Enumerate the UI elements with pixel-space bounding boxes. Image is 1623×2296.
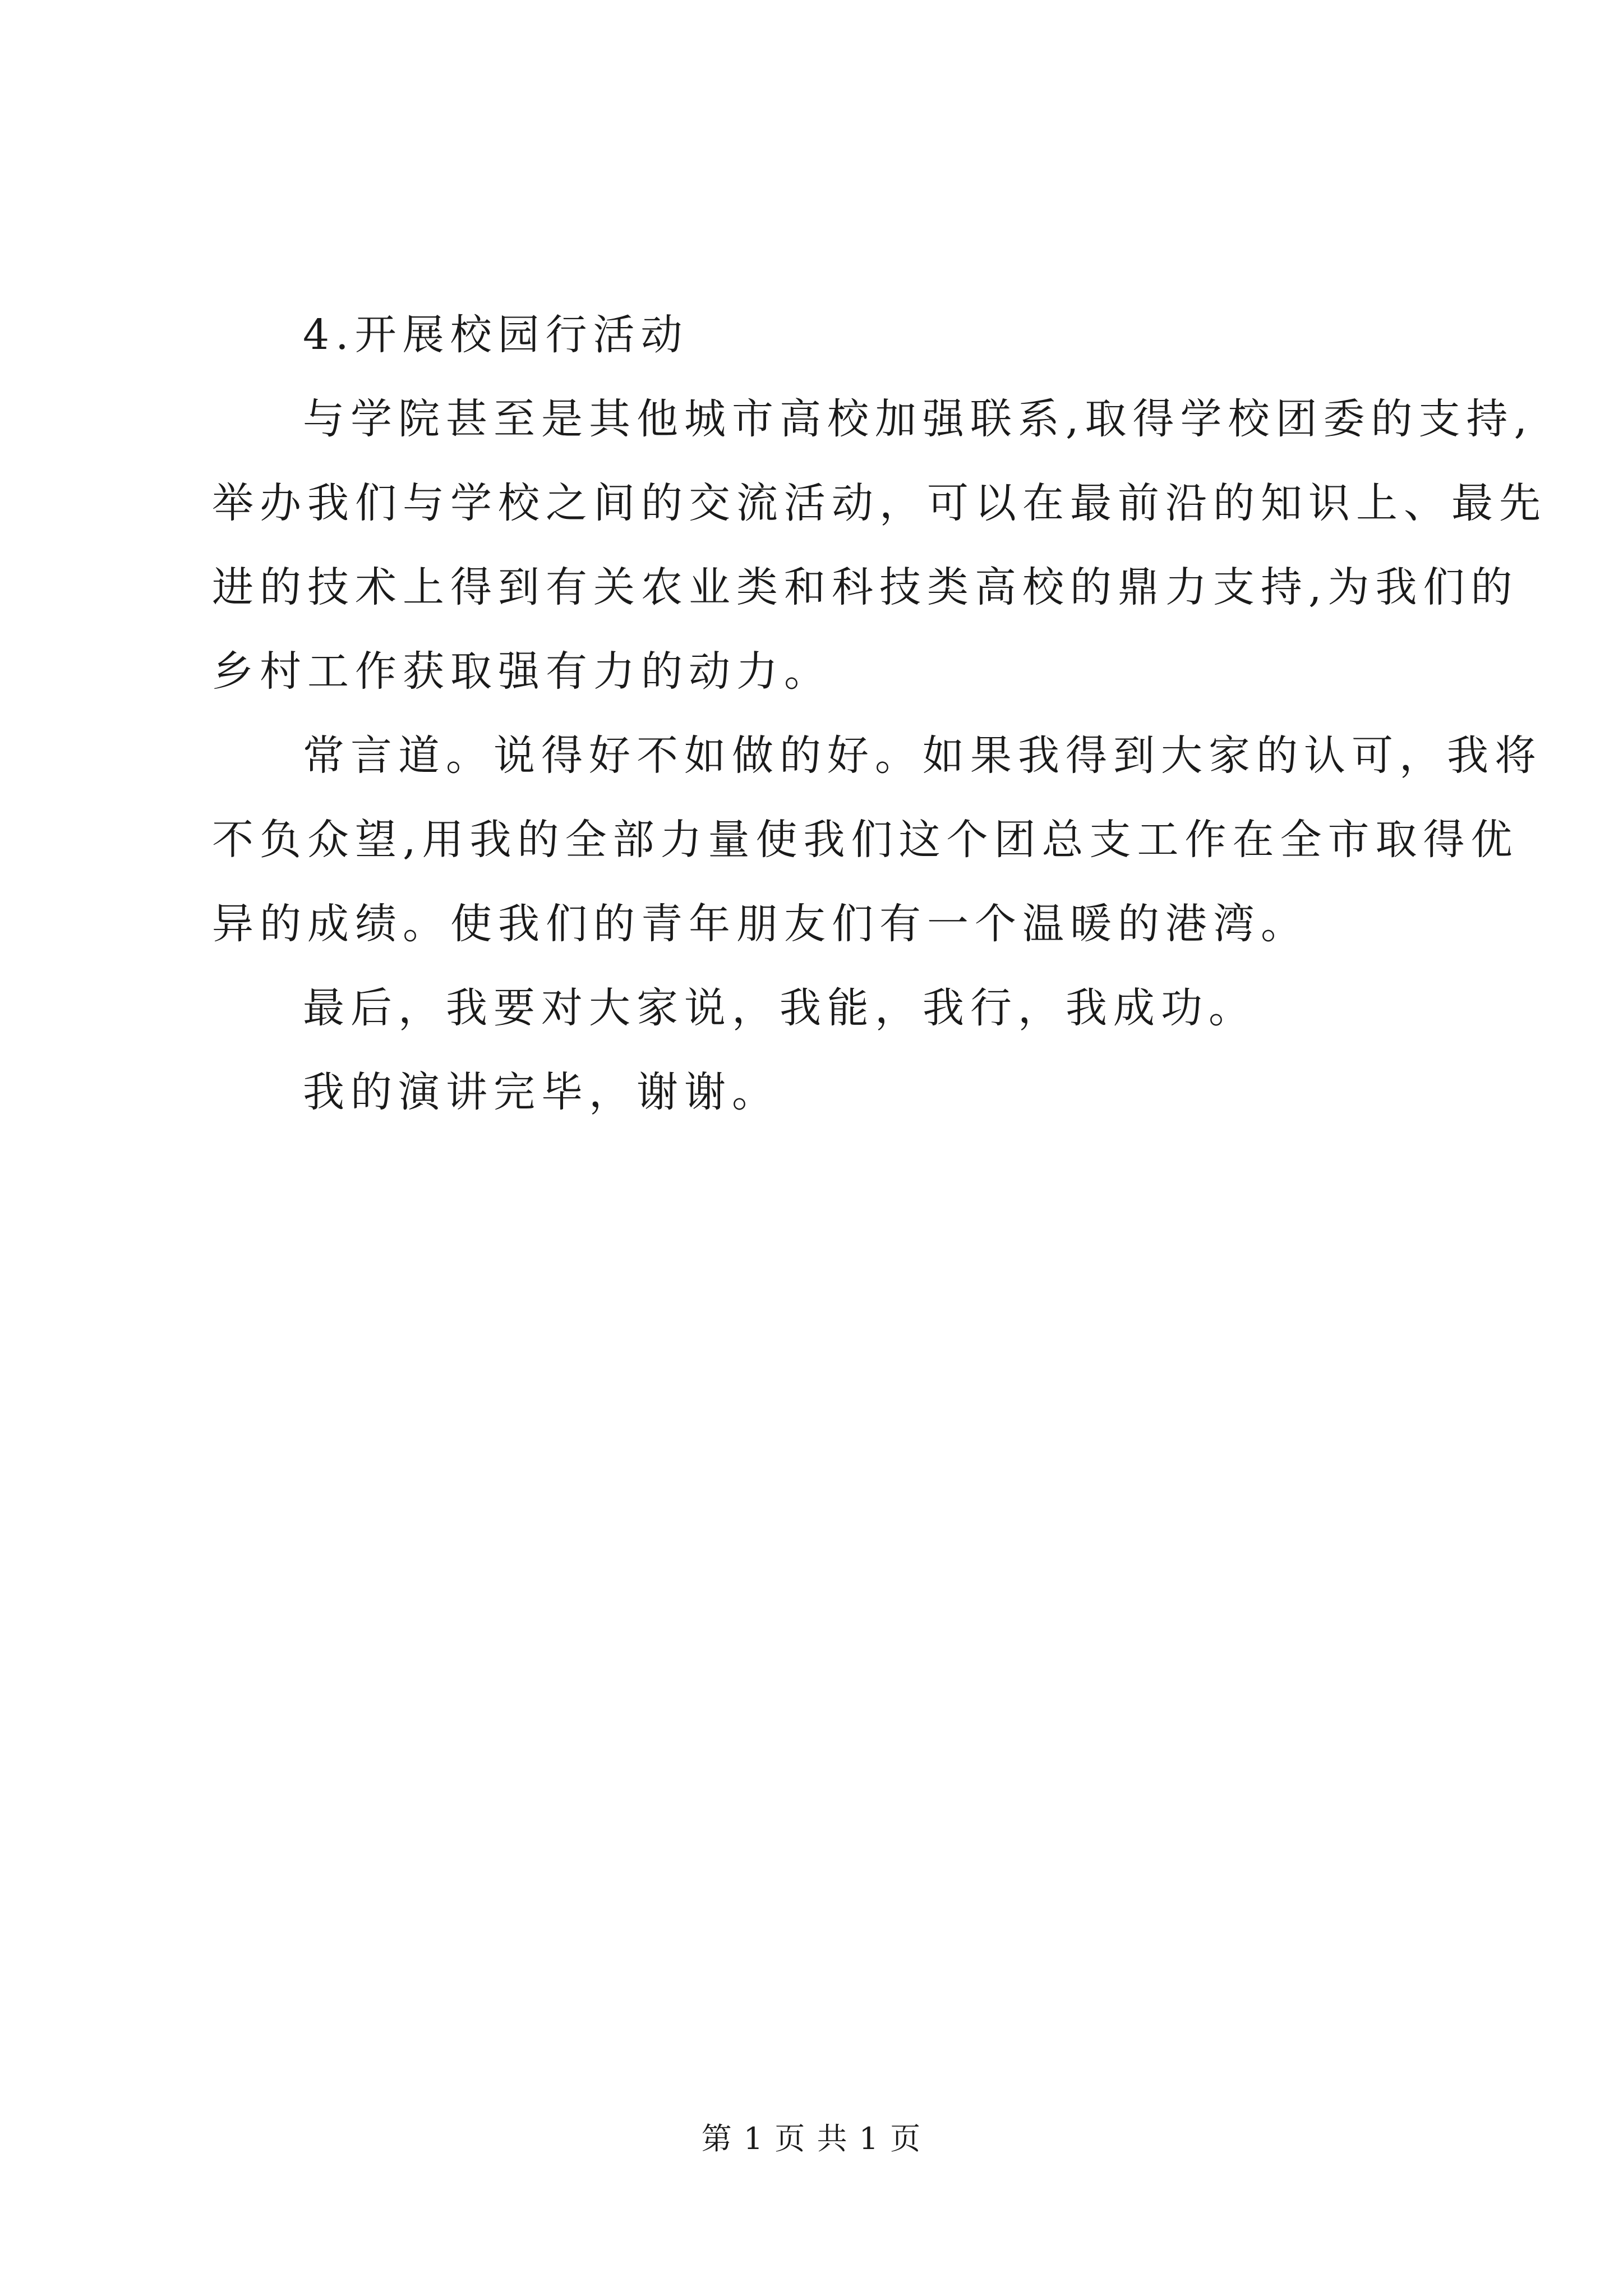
paragraph-line: 进的技术上得到有关农业类和科技类高校的鼎力支持,为我们的 (212, 563, 1519, 611)
section-heading: 4.开展校园行活动 (303, 311, 689, 359)
paragraph-line: 不负众望,用我的全部力量使我们这个团总支工作在全市取得优 (212, 816, 1519, 864)
page-number-footer: 第 1 页 共 1 页 (701, 2121, 922, 2156)
paragraph-line: 我的演讲完毕，谢谢。 (303, 1068, 780, 1116)
paragraph-line: 常言道。说得好不如做的好。如果我得到大家的认可，我将 (303, 731, 1542, 780)
paragraph-line: 与学院甚至是其他城市高校加强联系,取得学校团委的支持, (303, 395, 1534, 443)
paragraph-line: 乡村工作获取强有力的动力。 (212, 647, 832, 696)
paragraph-line: 异的成绩。使我们的青年朋友们有一个温暖的港湾。 (212, 900, 1308, 948)
paragraph-line: 举办我们与学校之间的交流活动，可以在最前沿的知识上、最先 (212, 479, 1547, 527)
paragraph-line: 最后，我要对大家说，我能，我行，我成功。 (303, 984, 1256, 1032)
